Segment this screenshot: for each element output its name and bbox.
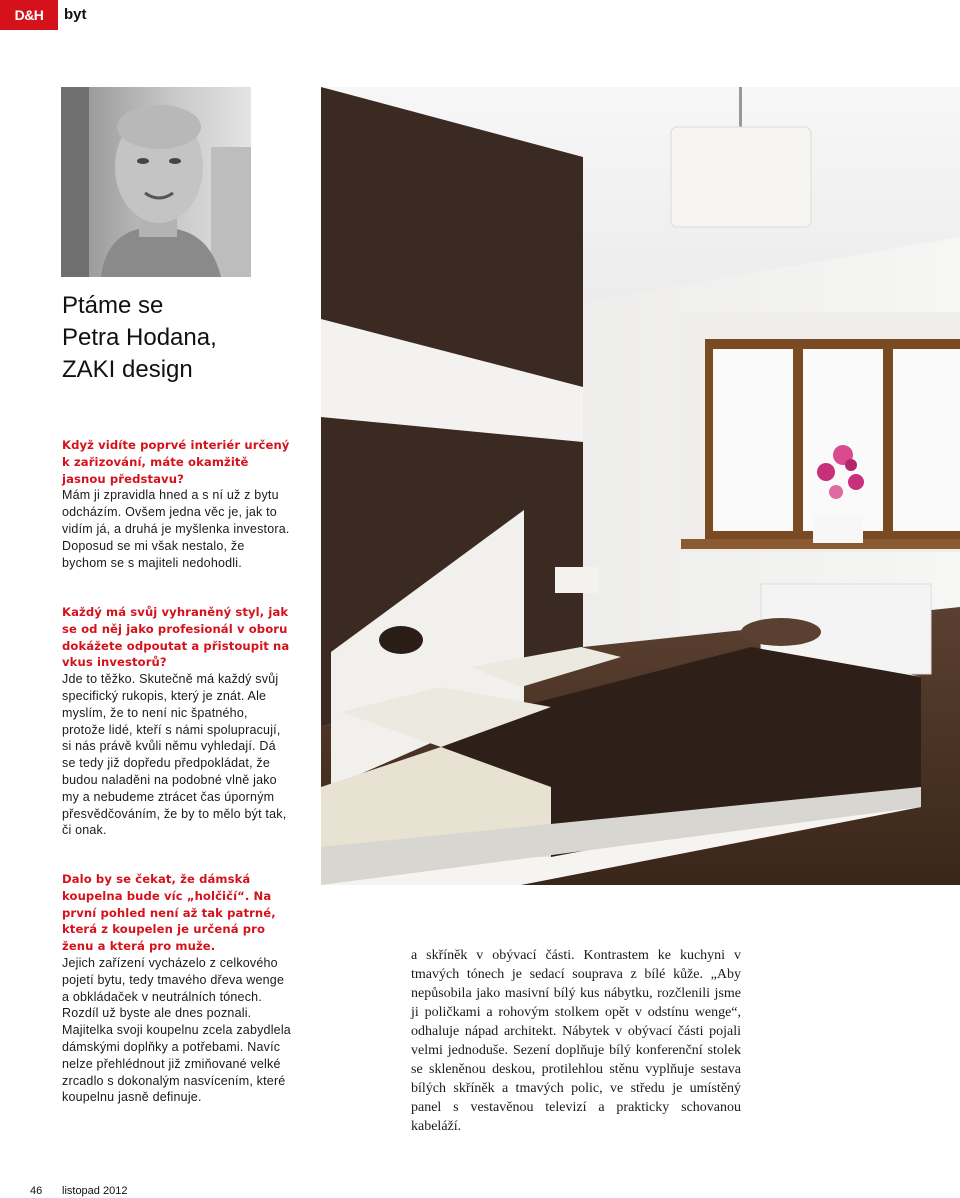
qa-block-3 bbox=[62, 871, 292, 1106]
question: Každý má svůj vyhraněný styl, jak se od něj jako profesionál v oboru dokážete odpoutat a přistoupit na vkus investorů? bbox=[62, 605, 290, 670]
question: Dalo by se čekat, že dámská koupelna bude víc „holčičí“. Na první pohled není až tak patrné, která z koupelen je určená pro ženu a která pro muže. bbox=[62, 872, 276, 954]
interview-title bbox=[62, 290, 302, 386]
answer: Jde to těžko. Skutečně má každý svůj specifický rukopis, který je znát. Ale myslím, že to není nic špatného, protože lidé, kteří s námi spolupracují, si nás právě kvůli němu vyhledají. Dá se tedy již dopředu předpokládat, že budou naladěni na podobné vlně jako my a nebudeme ztrácet čas úporným přesvědčováním, že by to mělo být tak, či onak. bbox=[62, 672, 287, 838]
question: Když vidíte poprvé interiér určený k zařizování, máte okamžitě jasnou představu? bbox=[62, 438, 290, 486]
answer: Mám ji zpravidla hned a s ní už z bytu odcházím. Ovšem jedna věc je, jak to vidím já, a druhá je myšlenka investora. Doposud se mi však nestalo, že bychom se s majiteli nedohodli. bbox=[62, 488, 290, 570]
title-line: Ptáme se bbox=[62, 292, 164, 319]
bedroom-photo bbox=[321, 87, 960, 885]
qa-block-2 bbox=[62, 604, 292, 839]
brand-logo: D&H bbox=[0, 0, 58, 30]
title-line: ZAKI design bbox=[62, 356, 193, 383]
body-text: a skříněk v obývací části. Kontrastem ke kuchyni v tmavých tónech je sedací souprava z bílé kůže. „Aby nepůsobila jako masivní bílý kus nábytku, rozčlenili jsme ji poličkami a rohovým stolkem opět v odstínu wenge“, odhaluje nápad architekt. Nábytek v obývací části pojali velmi jednoduše. Sezení doplňuje bílý konferenční stolek se skleněnou deskou, protilehlou stěnu vyplňuje sestava bílých skříněk a tmavých polic, ve středu je umístěný panel s vestavěnou televizí a prakticky schovanou kabeláží. bbox=[411, 948, 741, 1134]
section-label: byt bbox=[64, 6, 87, 23]
portrait-photo bbox=[61, 87, 251, 277]
title-line: Petra Hodana, bbox=[62, 324, 217, 351]
qa-block-1 bbox=[62, 437, 292, 571]
page-number: 46 bbox=[30, 1185, 43, 1197]
answer: Jejich zařízení vycházelo z celkového pojetí bytu, tedy tmavého dřeva wenge a obkládaček v neutrálních tónech. Rozdíl už byste ale dnes poznali. Majitelka svoji koupelnu zcela zabydlela dámskými doplňky a potřebami. Navíc nelze přehlédnout již zmiňované velké zrcadlo s dokonalým nasvícením, které koupelnu jasně definuje. bbox=[62, 955, 291, 1105]
issue-date: listopad 2012 bbox=[62, 1185, 128, 1197]
